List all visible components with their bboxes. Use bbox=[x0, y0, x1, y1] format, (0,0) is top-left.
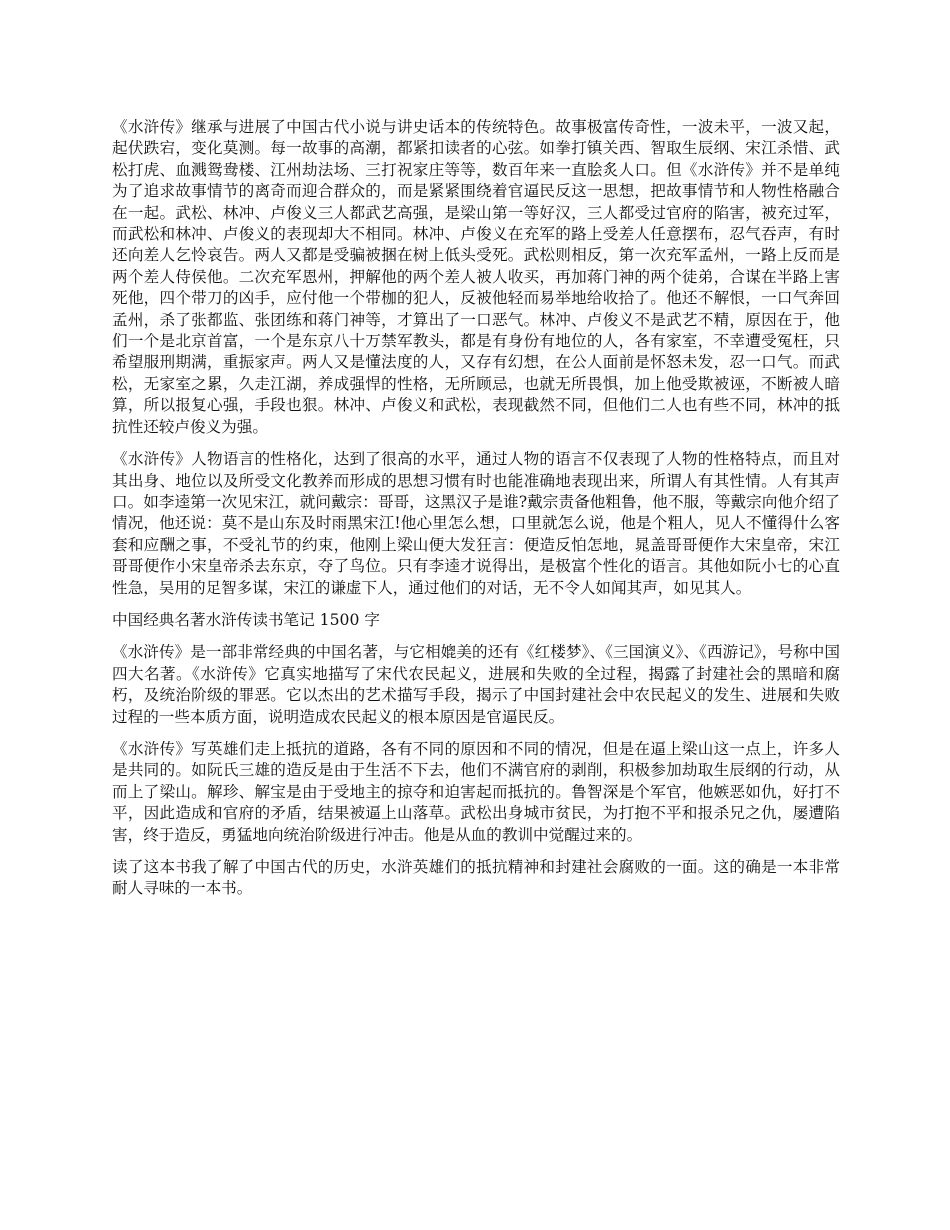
paragraph-heroes-rebellion: 《水浒传》写英雄们走上抵抗的道路，各有不同的原因和不同的情况，但是在逼上梁山这一点上，许多人是共同的。如阮氏三雄的造反是由于生活不下去，他们不满官府的剥削，积极参加劫取生辰纲的行动，从而上了梁山。解珍、解宝是由于受地主的掠夺和迫害起而抵抗的。鲁智深是个军官，他嫉恶如仇，好打不平，因此造成和官府的矛盾，结果被逼上山落草。武松出身城市贫民，为打抱不平和报杀兄之仇，屡遭陷害，终于造反，勇猛地向统治阶级进行冲击。他是从血的教训中觉醒过来的。 bbox=[112, 739, 840, 844]
paragraph-character-language: 《水浒传》人物语言的性格化，达到了很高的水平，通过人物的语言不仅表现了人物的性格特点，而且对其出身、地位以及所受文化教养而形成的思想习惯有时也能准确地表现出来，所谓人有其性情。人有其声口。如李逵第一次见宋江，就问戴宗：哥哥，这黑汉子是谁?戴宗责备他粗鲁，他不服，等戴宗向他介绍了情况，他还说：莫不是山东及时雨黑宋江!他心里怎么想，口里就怎么说，他是个粗人，见人不懂得什么客套和应酬之事，不受礼节的约束，他刚上梁山便大发狂言：便造反怕怎地，晁盖哥哥便作大宋皇帝，宋江哥哥便作小宋皇帝杀去东京，夺了鸟位。只有李逵才说得出，是极富个性化的语言。其他如阮小七的心直性急，吴用的足智多谋，宋江的谦虚下人，通过他们的对话，无不令人如闻其声，如见其人。 bbox=[112, 450, 840, 597]
paragraph-conclusion: 读了这本书我了解了中国古代的历史，水浒英雄们的抵抗精神和封建社会腐败的一面。这的确是一本非常耐人寻味的一本书。 bbox=[112, 858, 840, 898]
section-heading: 中国经典名著水浒传读书笔记 1500 字 bbox=[112, 610, 380, 629]
paragraph-four-classics: 《水浒传》是一部非常经典的中国名著，与它相媲美的还有《红楼梦》、《三国演义》、《西游记》，号称中国四大名著。《水浒传》它真实地描写了宋代农民起义，进展和失败的全过程，揭露了封建社会的黑暗和腐朽，及统治阶级的罪恶。它以杰出的艺术描写手段，揭示了中国封建社会中农民起义的发生、进展和失败过程的一些本质方面，说明造成农民起义的根本原因是官逼民反。 bbox=[112, 643, 840, 726]
document-body bbox=[112, 117, 840, 911]
paragraph-story-features: 《水浒传》继承与进展了中国古代小说与讲史话本的传统特色。故事极富传奇性，一波未平，一波又起，起伏跌宕，变化莫测。每一故事的高潮，都紧扣读者的心弦。如拳打镇关西、智取生辰纲、宋江杀惜、武松打虎、血溅鸳鸯楼、江州劫法场、三打祝家庄等等，数百年来一直脍炙人口。但《水浒传》并不是单纯为了追求故事情节的离奇而迎合群众的，而是紧紧围绕着官逼民反这一思想，把故事情节和人物性格融合在一起。武松、林冲、卢俊义三人都武艺高强，是梁山第一等好汉，三人都受过官府的陷害，被充过军，而武松和林冲、卢俊义的表现却大不相同。林冲、卢俊义在充军的路上受差人任意摆布，忍气吞声，有时还向差人乞怜哀告。两人又都是受骗被捆在树上低头受死。武松则相反，第一次充军孟州，一路上反而是两个差人侍侯他。二次充军恩州，押解他的两个差人被人收买，再加蒋门神的两个徒弟，合谋在半路上害死他，四个带刀的凶手，应付他一个带枷的犯人，反被他轻而易举地给收拾了。他还不解恨，一口气奔回孟州，杀了张都监、张团练和蒋门神等，才算出了一口恶气。林冲、卢俊义不是武艺不精，原因在于，他们一个是北京首富，一个是东京八十万禁军教头，都是有身份有地位的人，各有家室，不幸遭受冤枉，只希望服刑期满，重振家声。两人又是懂法度的人，又存有幻想，在公人面前是怀怒未发，忍一口气。而武松，无家室之累，久走江湖，养成强悍的性格，无所顾忌，也就无所畏惧，加上他受欺被诬，不断被人暗算，所以报复心强，手段也狠。林冲、卢俊义和武松，表现截然不同，但他们二人也有些不同，林冲的抵抗性还较卢俊义为强。 bbox=[112, 118, 840, 436]
